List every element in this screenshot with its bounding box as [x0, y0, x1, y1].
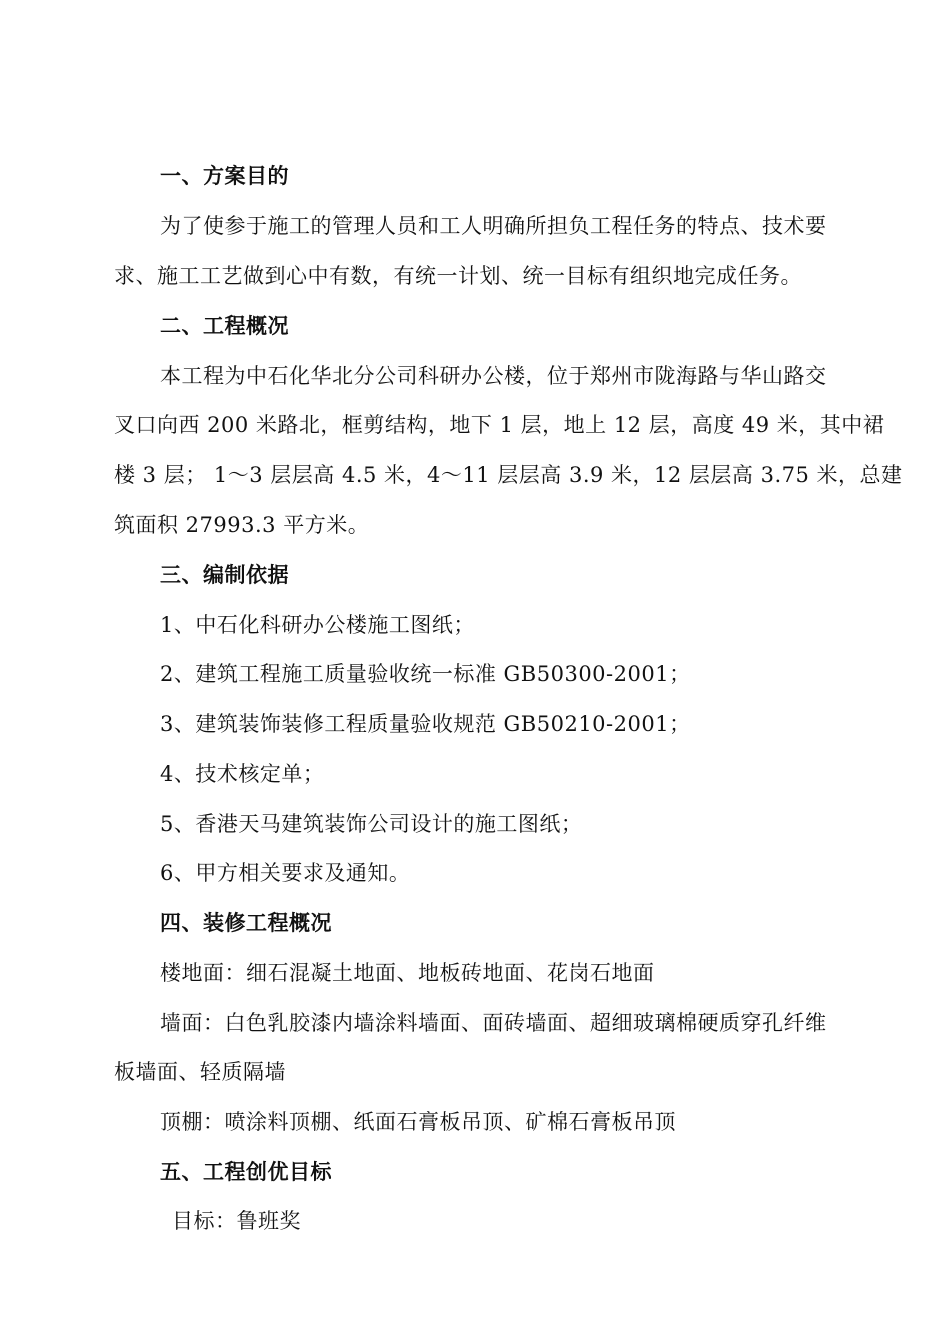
paragraph-line: 本工程为中石化华北分公司科研办公楼，位于郑州市陇海路与华山路交: [160, 364, 827, 388]
paragraph-line: 楼 3 层； 1～3 层层高 4.5 米，4～11 层层高 3.9 米，12 层层高 3.75 米，总建: [114, 463, 903, 487]
section-heading-goal: 五、工程创优目标: [160, 1160, 332, 1184]
paragraph-line: 顶棚：喷涂料顶棚、纸面石膏板吊顶、矿棉石膏板吊顶: [160, 1110, 676, 1134]
list-item: 6、甲方相关要求及通知。: [160, 861, 411, 885]
paragraph-line: 楼地面：细石混凝土地面、地板砖地面、花岗石地面: [160, 961, 655, 985]
list-item: 1、中石化科研办公楼施工图纸；: [160, 613, 475, 637]
paragraph-line: 求、施工工艺做到心中有数，有统一计划、统一目标有组织地完成任务。: [114, 264, 802, 288]
list-item: 3、建筑装饰装修工程质量验收规范 GB50210-2001；: [160, 712, 691, 736]
section-heading-decoration: 四、装修工程概况: [160, 911, 332, 935]
list-item: 5、香港天马建筑装饰公司设计的施工图纸；: [160, 812, 583, 836]
paragraph-line: 为了使参于施工的管理人员和工人明确所担负工程任务的特点、技术要: [160, 214, 827, 238]
paragraph-line: 叉口向西 200 米路北，框剪结构，地下 1 层，地上 12 层，高度 49 米，其中裙: [114, 413, 885, 437]
paragraph-line: 目标：鲁班奖: [172, 1209, 301, 1233]
list-item: 4、技术核定单；: [160, 762, 325, 786]
paragraph-line: 板墙面、轻质隔墙: [114, 1060, 286, 1084]
list-item: 2、建筑工程施工质量验收统一标准 GB50300-2001；: [160, 662, 691, 686]
section-heading-basis: 三、编制依据: [160, 563, 289, 587]
paragraph-line: 筑面积 27993.3 平方米。: [114, 513, 370, 537]
section-heading-overview: 二、工程概况: [160, 314, 289, 338]
section-heading-purpose: 一、方案目的: [160, 164, 289, 188]
paragraph-line: 墙面：白色乳胶漆内墙涂料墙面、面砖墙面、超细玻璃棉硬质穿孔纤维: [160, 1011, 827, 1035]
